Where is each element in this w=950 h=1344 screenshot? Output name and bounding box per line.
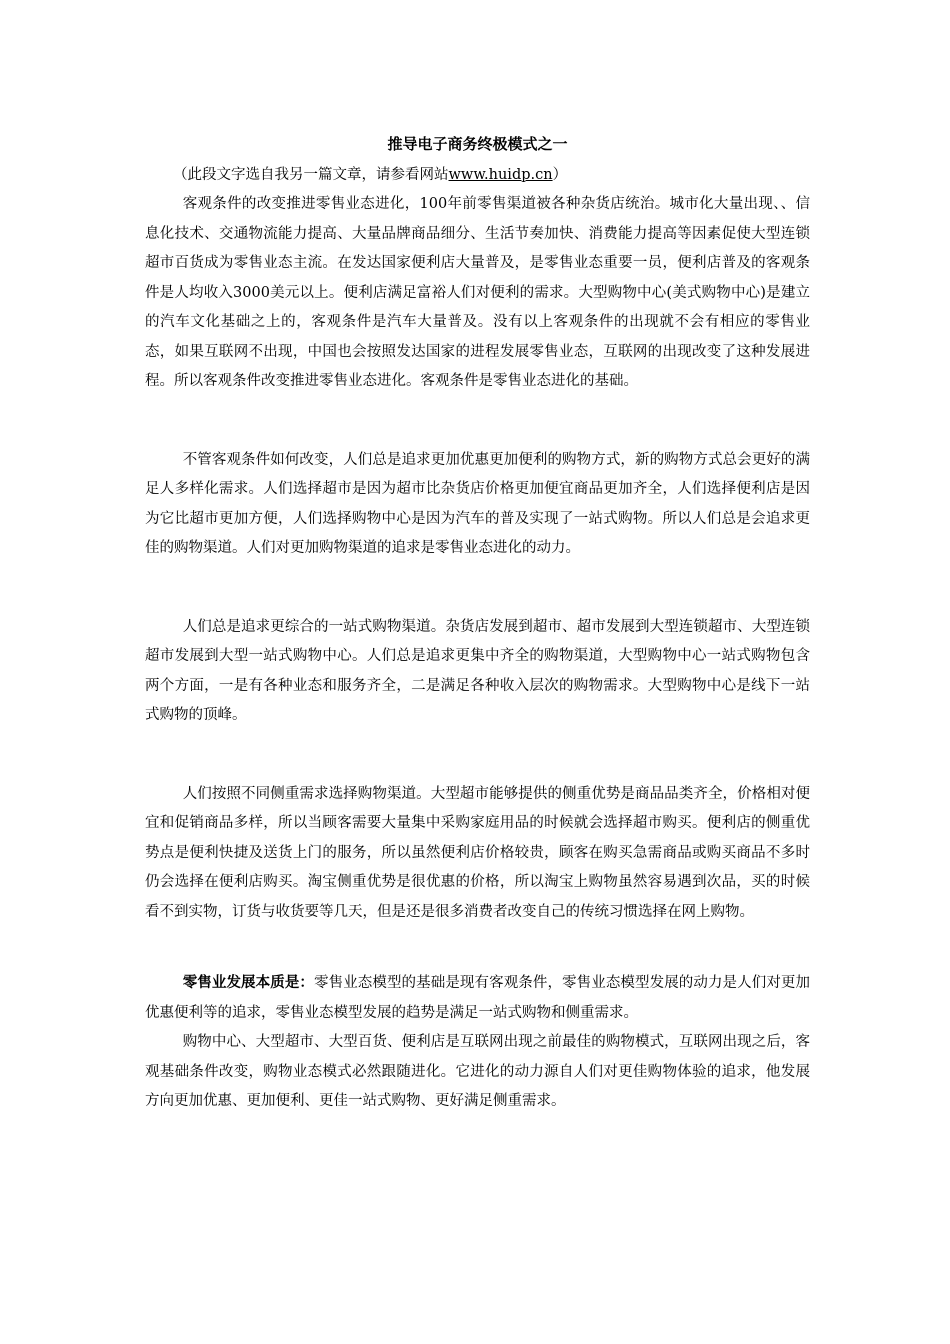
- source-note-suffix: ）: [552, 167, 568, 183]
- paragraph-spacer: [145, 731, 810, 780]
- paragraph-spacer: [145, 397, 810, 446]
- paragraph-spacer: [145, 927, 810, 969]
- paragraph-one-stop-shopping: 人们总是追求更综合的一站式购物渠道。杂货店发展到超市、超市发展到大型连锁超市、大型连锁超市发展到大型一站式购物中心。人们总是追求更集中齐全的购物渠道，大型购物中心一站式购物包含两个方面，一是有各种业态和服务齐全，二是满足各种收入层次的购物需求。大型购物中心是线下一站式购物的顶峰。: [145, 618, 810, 723]
- paragraph-spacer: [145, 564, 810, 613]
- paragraph-internet-evolution: 购物中心、大型超市、大型百货、便利店是互联网出现之前最佳的购物模式，互联网出现之后，客观基础条件改变，购物业态模式必然跟随进化。它进化的动力源自人们对更佳购物体验的追求，他发展方向更加优惠、更加便利、更佳一站式购物、更好满足侧重需求。: [145, 1034, 810, 1109]
- essence-text: 零售业态模型的基础是现有客观条件，零售业态模型发展的动力是人们对更加优惠便利等的追求，零售业态模型发展的趋势是满足一站式购物和侧重需求。: [145, 975, 811, 1021]
- paragraph-objective-conditions: 客观条件的改变推进零售业态进化，100年前零售渠道被各种杂货店统治。城市化大量出现、、信息化技术、交通物流能力提高、大量品牌商品细分、生活节奏加快、消费能力提高等因素促使大型连锁超市百货成为零售业态主流。在发达国家便利店大量普及，是零售业态重要一员，便利店普及的客观条件是人均收入3000美元以上。便利店满足富裕人们对便利的需求。大型购物中心(美式购物中心)是建立的汽车文化基础之上的，客观条件是汽车大量普及。没有以上客观条件的出现就不会有相应的零售业态，如果互联网不出现，中国也会按照发达国家的进程发展零售业态，互联网的出现改变了这种发展进程。所以客观条件改变推进零售业态进化。客观条件是零售业态进化的基础。: [145, 196, 810, 389]
- source-note-prefix: （此段文字选自我另一篇文章，请参看网站: [173, 167, 449, 183]
- paragraph-retail-essence: [145, 969, 810, 1028]
- essence-lead: 零售业发展本质是：: [182, 975, 315, 991]
- paragraph-shopping-preference: 不管客观条件如何改变，人们总是追求更加优惠更加便利的购物方式，新的购物方式总会更好的满足人多样化需求。人们选择超市是因为超市比杂货店价格更加便宜商品更加齐全，人们选择便利店是因为它比超市更加方便，人们选择购物中心是因为汽车的普及实现了一站式购物。所以人们总是会追求更佳的购物渠道。人们对更加购物渠道的追求是零售业态进化的动力。: [145, 451, 810, 556]
- document-title: 推导电子商务终极模式之一: [387, 135, 568, 153]
- paragraph-focused-needs: 人们按照不同侧重需求选择购物渠道。大型超市能够提供的侧重优势是商品品类齐全，价格相对便宜和促销商品多样，所以当顾客需要大量集中采购家庭用品的时候就会选择超市购买。便利店的侧重优势点是便利快捷及送货上门的服务，所以虽然便利店价格较贵，顾客在购买急需商品或购买商品不多时仍会选择在便利店购买。淘宝侧重优势是很优惠的价格，所以淘宝上购物虽然容易遇到次品，买的时候看不到实物，订货与收货要等几天，但是还是很多消费者改变自己的传统习惯选择在网上购物。: [145, 785, 810, 920]
- source-note: [173, 162, 810, 188]
- document-page: [145, 132, 810, 1117]
- website-link[interactable]: www.huidp.cn: [448, 167, 553, 183]
